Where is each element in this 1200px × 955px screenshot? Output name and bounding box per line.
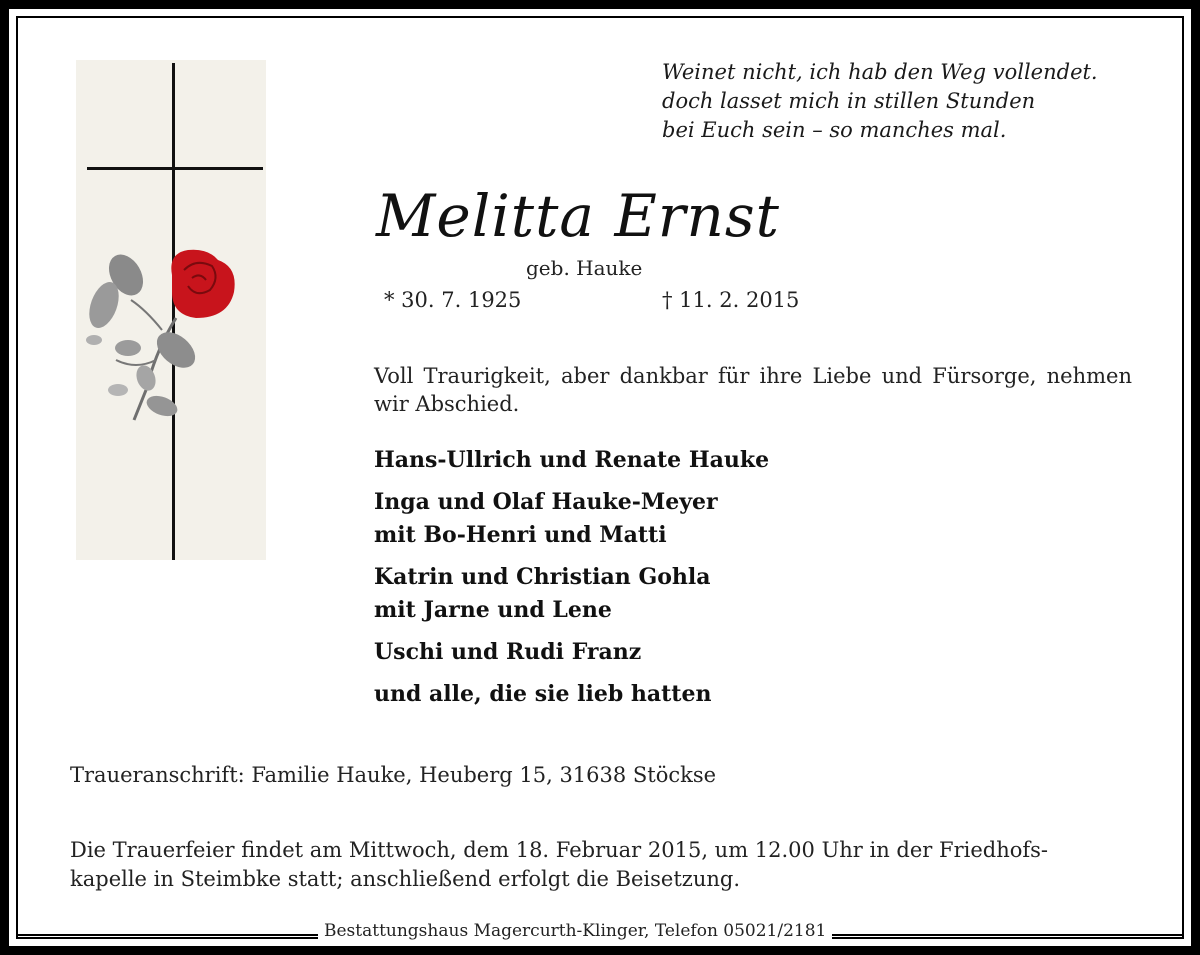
mourners-list: [374, 444, 769, 720]
death-date: † 11. 2. 2015: [662, 288, 800, 312]
funeral-service-info: [70, 836, 1132, 894]
service-line: kapelle in Steimbke statt; anschließend erfolgt die Beisetzung.: [70, 867, 741, 891]
cross-rose-image: [76, 60, 266, 560]
mourner-line: Hans-Ullrich und Renate Hauke: [374, 447, 770, 473]
mourner-line: mit Jarne und Lene: [374, 597, 612, 623]
motto-line: bei Euch sein – so manches mal.: [662, 118, 1007, 142]
mourner-line: mit Bo-Henri und Matti: [374, 522, 667, 548]
mourner-group: [374, 636, 769, 669]
mourner-line: Inga und Olaf Hauke-Meyer: [374, 489, 718, 515]
motto-line: doch lasset mich in stillen Stunden: [662, 89, 1036, 113]
mourner-group: [374, 561, 769, 627]
service-line: Die Trauerfeier findet am Mittwoch, dem 18. Februar 2015, um 12.00 Uhr in der Friedhofs-: [70, 838, 1049, 862]
mourner-line: und alle, die sie lieb hatten: [374, 681, 712, 707]
mourner-line: Uschi und Rudi Franz: [374, 639, 642, 665]
motto-line: Weinet nicht, ich hab den Weg vollendet.: [662, 60, 1098, 84]
mourner-group: [374, 444, 769, 477]
motto-verse: [662, 58, 1098, 145]
mourner-group: [374, 486, 769, 552]
funeral-home-footer: Bestattungshaus Magercurth-Klinger, Telefon 05021/2181: [318, 921, 832, 941]
maiden-name: geb. Hauke: [526, 256, 643, 280]
intro-text: Voll Traurigkeit, aber dankbar für ihre Liebe und Fürsorge, nehmen wir Abschied.: [374, 364, 1132, 416]
mourner-line: Katrin und Christian Gohla: [374, 564, 711, 590]
mourning-address: Traueranschrift: Familie Hauke, Heuberg 15, 31638 Stöckse: [70, 763, 717, 787]
cross-icon: [76, 60, 266, 560]
deceased-name: Melitta Ernst: [376, 182, 780, 250]
birth-date: * 30. 7. 1925: [384, 288, 522, 312]
mourner-group: [374, 678, 769, 711]
